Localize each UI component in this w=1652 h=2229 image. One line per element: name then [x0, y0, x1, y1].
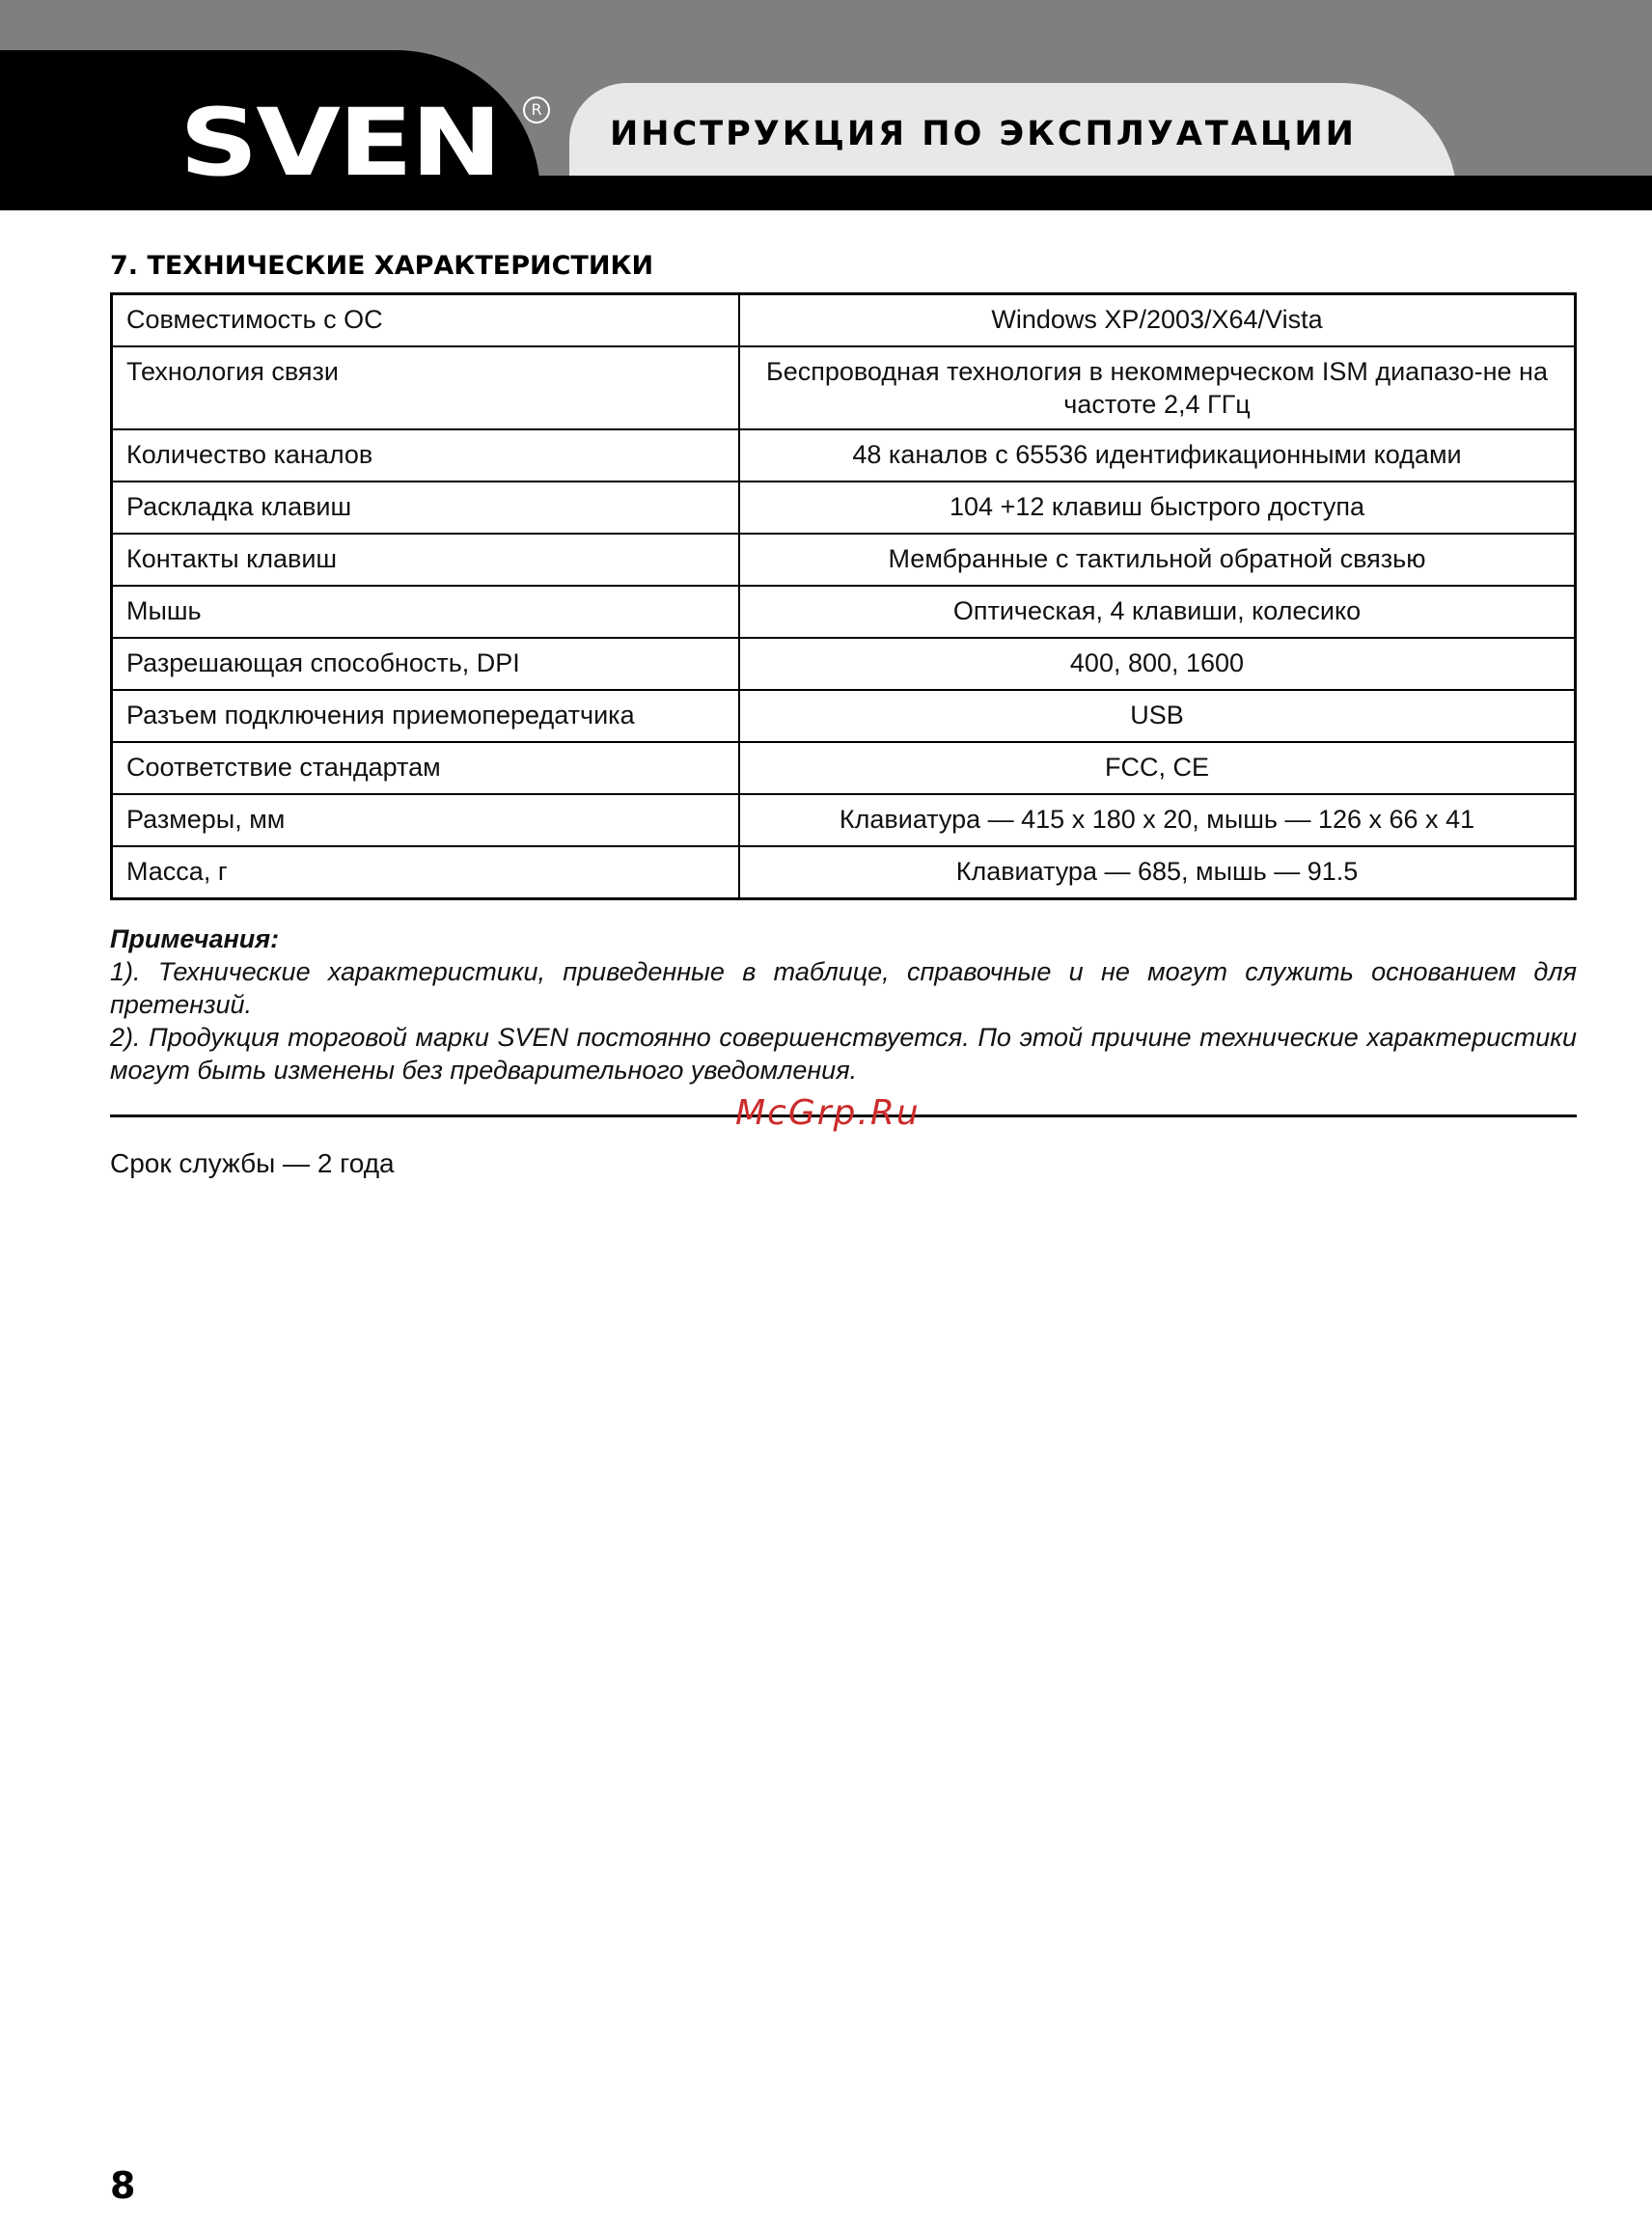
note-item: 1). Технические характеристики, приведенные в таблице, справочные и не могут служить основанием для претензий.	[110, 957, 1577, 1019]
table-row	[112, 742, 1576, 794]
table-row	[112, 482, 1576, 534]
registered-mark: R	[523, 96, 550, 124]
spec-value: 48 каналов с 65536 идентификационными кодами	[739, 429, 1576, 482]
table-row	[112, 846, 1576, 899]
spec-value: USB	[739, 690, 1576, 742]
spec-param: Размеры, мм	[112, 794, 740, 846]
spec-value: Беспроводная технология в некоммерческом ISM диапазо-не на частоте 2,4 ГГц	[739, 346, 1576, 429]
table-row	[112, 429, 1576, 482]
spec-table	[110, 292, 1577, 900]
spec-param: Масса, г	[112, 846, 740, 899]
spec-value: 104 +12 клавиш быстрого доступа	[739, 482, 1576, 534]
table-row	[112, 346, 1576, 429]
table-row	[112, 586, 1576, 638]
table-row	[112, 690, 1576, 742]
table-row	[112, 638, 1576, 690]
spec-param: Соответствие стандартам	[112, 742, 740, 794]
table-row	[112, 294, 1576, 347]
spec-param: Совместимость с ОС	[112, 294, 740, 347]
spec-value: FCC, CE	[739, 742, 1576, 794]
table-row	[112, 534, 1576, 586]
document-title: ИНСТРУКЦИЯ ПО ЭКСПЛУАТАЦИИ	[610, 115, 1357, 153]
page-header	[0, 0, 1652, 210]
spec-param: Технология связи	[112, 346, 740, 429]
spec-param: Контакты клавиш	[112, 534, 740, 586]
spec-param: Раскладка клавиш	[112, 482, 740, 534]
spec-value: Оптическая, 4 клавиши, колесико	[739, 586, 1576, 638]
spec-value: 400, 800, 1600	[739, 638, 1576, 690]
page-number: 8	[110, 2164, 136, 2207]
service-life-text: Срок службы — 2 года	[110, 1148, 395, 1178]
table-row	[112, 794, 1576, 846]
spec-value: Клавиатура — 685, мышь — 91.5	[739, 846, 1576, 899]
note-item: 2). Продукция торговой марки SVEN постоянно совершенствуется. По этой причине технические характеристики могут быть изменены без предварительного уведомления.	[110, 1023, 1577, 1085]
spec-param: Разъем подключения приемопередатчика	[112, 690, 740, 742]
spec-param: Разрешающая способность, DPI	[112, 638, 740, 690]
spec-param: Мышь	[112, 586, 740, 638]
notes-block	[110, 922, 1577, 1087]
spec-value: Клавиатура — 415 x 180 x 20, мышь — 126 x 66 x 41	[739, 794, 1576, 846]
spec-value: Windows XP/2003/X64/Vista	[739, 294, 1576, 347]
spec-value: Мембранные с тактильной обратной связью	[739, 534, 1576, 586]
section-title: 7. ТЕХНИЧЕСКИЕ ХАРАКТЕРИСТИКИ	[110, 251, 654, 281]
notes-title: Примечания:	[110, 924, 280, 953]
brand-logo: SVEN	[179, 89, 501, 197]
watermark: McGrp.Ru	[735, 1093, 921, 1133]
spec-param: Количество каналов	[112, 429, 740, 482]
